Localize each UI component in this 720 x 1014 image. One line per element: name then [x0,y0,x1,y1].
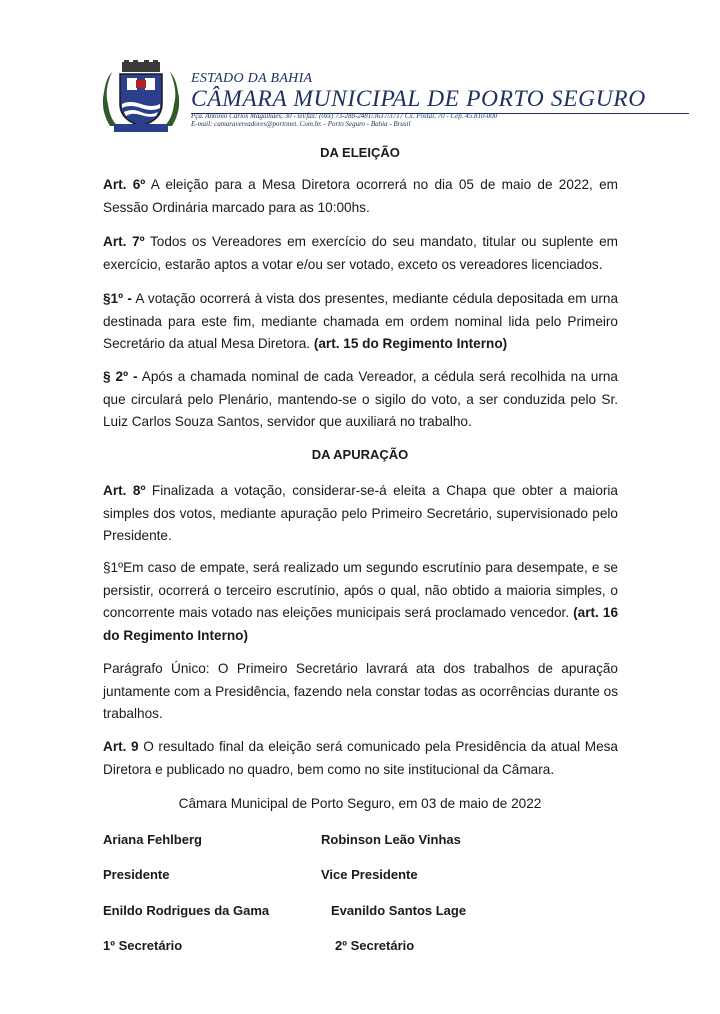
article-8-paragraph-1-text: §1ºEm caso de empate, será realizado um segundo escrutínio para desempate, e se persistir, ocorrerá o terceiro escrutínio, após o qual, não obtido a maioria simples, o concorrente mais votado nas eleições municipais será proclamado vencedor. [103,560,618,621]
article-7 [103,231,618,276]
signature-role-second-secretary: 2º Secretário [335,938,415,953]
article-7-paragraph-1 [103,288,618,356]
single-paragraph: Parágrafo Único: O Primeiro Secretário lavrará ata dos trabalhos de apuração juntamente com a Presidência, fazendo nela constar todas as ocorrências durante os trabalhos. [103,661,618,722]
letterhead-address-line-1: Pça. Antonio Carlos Magalhães, 30 - tel/fax: (0xx) 73-288-2481/3617/3717 Cx. Postal, 70 - Cep. 45.810-000 [191,112,498,120]
signature-name-second-secretary: Evanildo Santos Lage [331,903,467,918]
article-9 [103,736,618,781]
paragraph-1-label: §1º - [103,291,132,306]
article-8 [103,480,618,548]
article-7-paragraph-2 [103,366,618,434]
article-6-text: A eleição para a Mesa Diretora ocorrerá no dia 05 de maio de 2022, em Sessão Ordinária marcado para as 10:00hs. [103,177,618,215]
article-8-paragraph-1 [103,557,618,648]
dateline: Câmara Municipal de Porto Seguro, em 03 de maio de 2022 [178,796,542,811]
article-8-text: Finalizada a votação, considerar-se-á eleita a Chapa que obter a maioria simples dos votos, mediante apuração pelo Primeiro Secretário, supervisionado pelo Presidente. [103,483,618,544]
letterhead-state: ESTADO DA BAHIA [191,71,313,86]
article-7-text: Todos os Vereadores em exercício do seu mandato, titular ou suplente em exercício, estarão aptos a votar e/ou ser votado, exceto os vereadores licenciados. [103,234,618,272]
article-6 [103,174,618,219]
article-8-paragraph-1-reference: (art. 16 do Regimento Interno) [103,605,619,644]
article-9-label: Art. 9 [103,739,139,754]
signature-name-first-secretary: Enildo Rodrigues da Gama [103,903,270,918]
coat-of-arms-icon [100,60,182,134]
article-9-text: O resultado final da eleição será comunicado pela Presidência da atual Mesa Diretora e publicado no quadro, bem como no site institucional da Câmara. [103,739,618,777]
signature-role-president: Presidente [103,867,170,882]
article-8-label: Art. 8º [103,483,146,498]
article-6-label: Art. 6º [103,177,146,192]
signature-name-president: Ariana Fehlberg [103,832,202,847]
letterhead [100,58,700,138]
section-title-count: DA APURAÇÃO [311,447,409,462]
paragraph-2-label: § 2º - [103,369,138,384]
signature-role-vice-president: Vice Presidente [321,867,418,882]
paragraph-1-reference: (art. 15 do Regimento Interno) [313,336,508,352]
letterhead-chamber-name: CÂMARA MUNICIPAL DE PORTO SEGURO [191,86,646,112]
article-7-label: Art. 7º [103,234,145,249]
signature-name-vice-president: Robinson Leão Vinhas [321,832,461,847]
signature-role-first-secretary: 1º Secretário [103,938,183,953]
letterhead-address [191,113,497,128]
paragraph-2-text: Após a chamada nominal de cada Vereador, a cédula será recolhida na urna que circulará pelo Plenário, mantendo-se o sigilo do voto, a ser conduzida pelo Sr. Luiz Carlos Souza Santos, servidor que auxiliará no trabalho. [103,369,618,430]
letterhead-address-line-2: E-mail: camaravereadores@portonet. Com.br. - Porto Seguro - Bahia - Brasil [191,119,411,128]
paragraph-1-text: A votação ocorrerá à vista dos presentes, mediante cédula depositada em urna destinada para este fim, mediante chamada em ordem nominal lida pelo Primeiro Secretário da atual Mesa Diretora. [103,291,619,352]
section-title-election: DA ELEIÇÃO [320,145,400,160]
